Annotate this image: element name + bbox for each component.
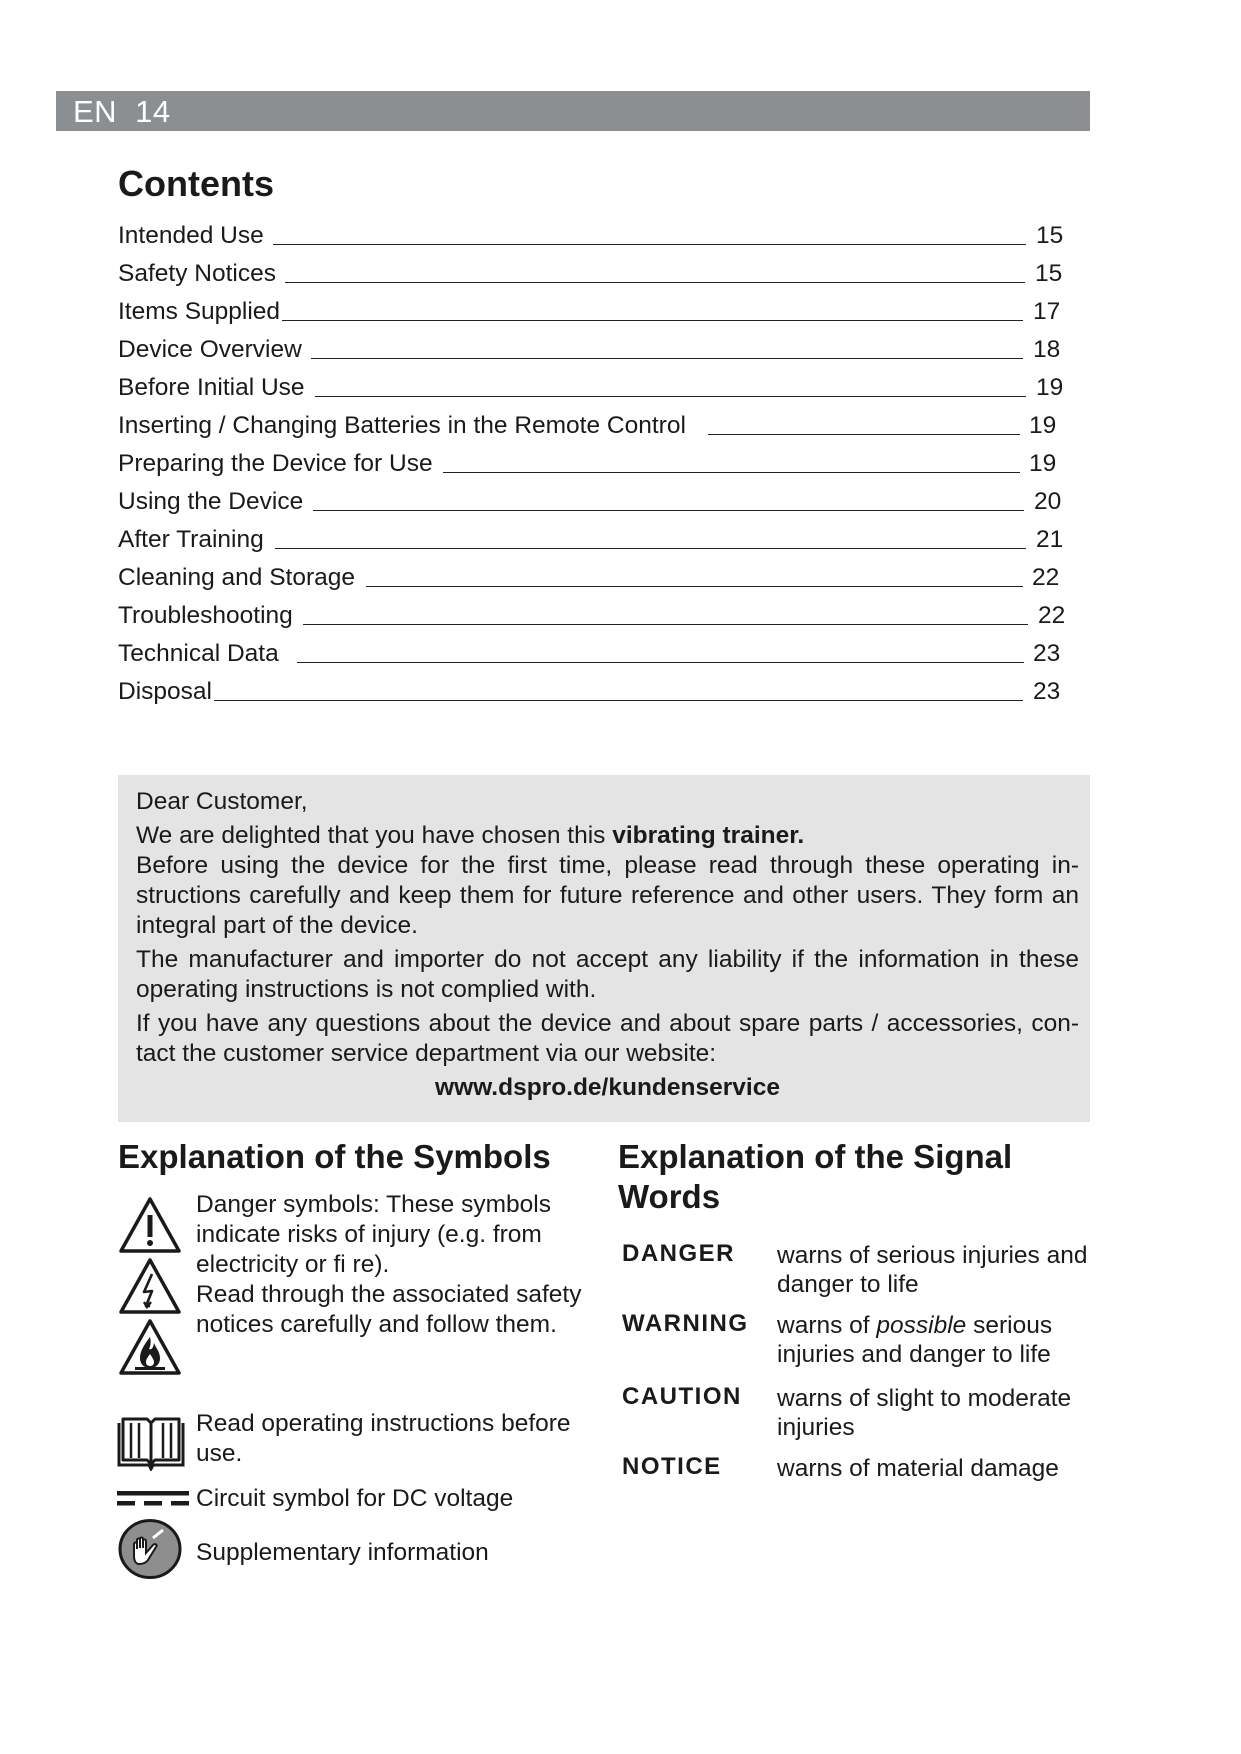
toc-leader-line bbox=[285, 282, 1025, 283]
toc-leader-line bbox=[366, 586, 1023, 587]
toc-entry[interactable] bbox=[118, 293, 1068, 331]
supplementary-info-text: Supplementary information bbox=[196, 1539, 489, 1566]
toc-entry-label: Safety Notices bbox=[118, 260, 276, 287]
toc-entry-label: Technical Data bbox=[118, 640, 279, 667]
toc-leader-line bbox=[273, 244, 1026, 245]
manual-text: Read operating instructions before use. bbox=[196, 1410, 571, 1467]
toc-entry-page: 15 bbox=[1035, 260, 1063, 287]
danger-symbols bbox=[118, 1195, 182, 1375]
signal-word-warning: WARNING bbox=[622, 1310, 749, 1337]
toc-entry[interactable] bbox=[118, 217, 1068, 255]
fire-icon bbox=[121, 1321, 179, 1373]
toc-entry-page: 19 bbox=[1036, 374, 1064, 401]
signal-desc-emphasis: possible bbox=[876, 1312, 967, 1339]
page-header bbox=[56, 91, 1090, 131]
toc-entry-page: 22 bbox=[1038, 602, 1066, 629]
signal-words-title: Explanation of the Signal Words bbox=[618, 1138, 1013, 1215]
toc-entry[interactable] bbox=[118, 407, 1068, 445]
toc-leader-line bbox=[313, 510, 1024, 511]
toc-entry[interactable] bbox=[118, 521, 1068, 559]
toc-entry-label: Disposal bbox=[118, 678, 212, 705]
toc-leader-line bbox=[311, 358, 1023, 359]
toc-leader-line bbox=[282, 320, 1023, 321]
toc-leader-line bbox=[315, 396, 1026, 397]
notice-paragraph: If you have any questions about the device and about spare parts / accessories, con-tact the customer service department via our website: bbox=[136, 1010, 1079, 1067]
toc-entry-page: 18 bbox=[1033, 336, 1061, 363]
dc-voltage-icon bbox=[117, 1490, 189, 1508]
toc-entry-page: 17 bbox=[1033, 298, 1061, 325]
toc-entry-page: 23 bbox=[1033, 678, 1061, 705]
language-code: EN bbox=[73, 94, 118, 129]
toc-entry[interactable] bbox=[118, 255, 1068, 293]
toc-entry-page: 21 bbox=[1036, 526, 1064, 553]
customer-notice-box bbox=[118, 775, 1090, 1122]
toc-entry-label: Troubleshooting bbox=[118, 602, 293, 629]
toc-entry-page: 15 bbox=[1036, 222, 1064, 249]
toc-leader-line bbox=[303, 624, 1028, 625]
danger-symbols-instruction: Read through the associated safety notices carefully and follow them. bbox=[196, 1281, 582, 1338]
table-of-contents bbox=[118, 217, 1068, 711]
warning-triangle-icon bbox=[121, 1199, 179, 1251]
danger-symbols-text bbox=[196, 1190, 586, 1340]
electric-shock-icon bbox=[121, 1260, 179, 1312]
notice-paragraph: The manufacturer and importer do not accept any liability if the information in these operating instructions is not complied with. bbox=[136, 946, 1079, 1003]
toc-entry-label: Items Supplied bbox=[118, 298, 281, 325]
toc-entry[interactable] bbox=[118, 331, 1068, 369]
notice-paragraph: Before using the device for the first time, please read through these operating in-structions carefully and keep them for future reference and other users. They form an integral part of the device. bbox=[136, 852, 1079, 939]
toc-entry-label: Preparing the Device for Use bbox=[118, 450, 433, 477]
toc-entry-label: After Training bbox=[118, 526, 264, 553]
dc-voltage-text: Circuit symbol for DC voltage bbox=[196, 1485, 514, 1512]
toc-entry[interactable] bbox=[118, 445, 1068, 483]
toc-leader-line bbox=[214, 700, 1023, 701]
toc-entry[interactable] bbox=[118, 559, 1068, 597]
page-number: 14 bbox=[135, 94, 171, 129]
signal-desc-danger bbox=[777, 1241, 1097, 1299]
toc-entry[interactable] bbox=[118, 369, 1068, 407]
toc-entry-page: 22 bbox=[1032, 564, 1060, 591]
toc-entry-label: Inserting / Changing Batteries in the Remote Control bbox=[118, 412, 686, 439]
signal-desc-warning bbox=[777, 1311, 1097, 1369]
toc-entry[interactable] bbox=[118, 597, 1068, 635]
signal-desc-text: serious injuries and danger to life bbox=[777, 1312, 1053, 1368]
signal-desc-text: warns of serious injuries and danger to life bbox=[777, 1242, 1088, 1298]
toc-leader-line bbox=[708, 434, 1020, 435]
toc-entry-page: 19 bbox=[1029, 450, 1057, 477]
toc-entry-page: 19 bbox=[1029, 412, 1057, 439]
product-name: vibrating trainer. bbox=[612, 822, 805, 849]
signal-desc-text: warns of material damage bbox=[777, 1455, 1059, 1482]
signal-desc-text: warns of bbox=[777, 1312, 877, 1339]
notice-greeting: Dear Customer, bbox=[136, 788, 308, 815]
toc-entry-page: 23 bbox=[1033, 640, 1061, 667]
signal-word-caution: CAUTION bbox=[622, 1383, 742, 1410]
toc-entry[interactable] bbox=[118, 673, 1068, 711]
toc-entry-label: Cleaning and Storage bbox=[118, 564, 356, 591]
toc-entry-label: Intended Use bbox=[118, 222, 264, 249]
notice-intro-text: We are delighted that you have chosen this bbox=[136, 822, 613, 849]
signal-desc-caution bbox=[777, 1384, 1097, 1442]
toc-entry[interactable] bbox=[118, 635, 1068, 673]
toc-entry-label: Device Overview bbox=[118, 336, 302, 363]
toc-entry-label: Using the Device bbox=[118, 488, 304, 515]
symbols-title: Explanation of the Symbols bbox=[118, 1138, 551, 1175]
toc-entry[interactable] bbox=[118, 483, 1068, 521]
toc-entry-page: 20 bbox=[1034, 488, 1062, 515]
signal-word-danger: DANGER bbox=[622, 1240, 736, 1267]
toc-entry-label: Before Initial Use bbox=[118, 374, 305, 401]
toc-leader-line bbox=[275, 548, 1026, 549]
toc-leader-line bbox=[443, 472, 1020, 473]
signal-word-notice: NOTICE bbox=[622, 1453, 722, 1480]
contents-title: Contents bbox=[118, 163, 274, 204]
hand-info-icon bbox=[117, 1518, 183, 1580]
danger-symbols-description: Danger symbols: These symbols indicate risks of injury (e.g. from electricity or fi re). bbox=[196, 1191, 551, 1278]
signal-desc-notice bbox=[777, 1454, 1097, 1483]
toc-leader-line bbox=[297, 662, 1024, 663]
website-link[interactable]: www.dspro.de/kundenservice bbox=[435, 1074, 780, 1101]
notice-intro bbox=[136, 821, 1079, 851]
signal-desc-text: warns of slight to moderate injuries bbox=[777, 1385, 1072, 1441]
manual-book-icon bbox=[117, 1415, 185, 1471]
